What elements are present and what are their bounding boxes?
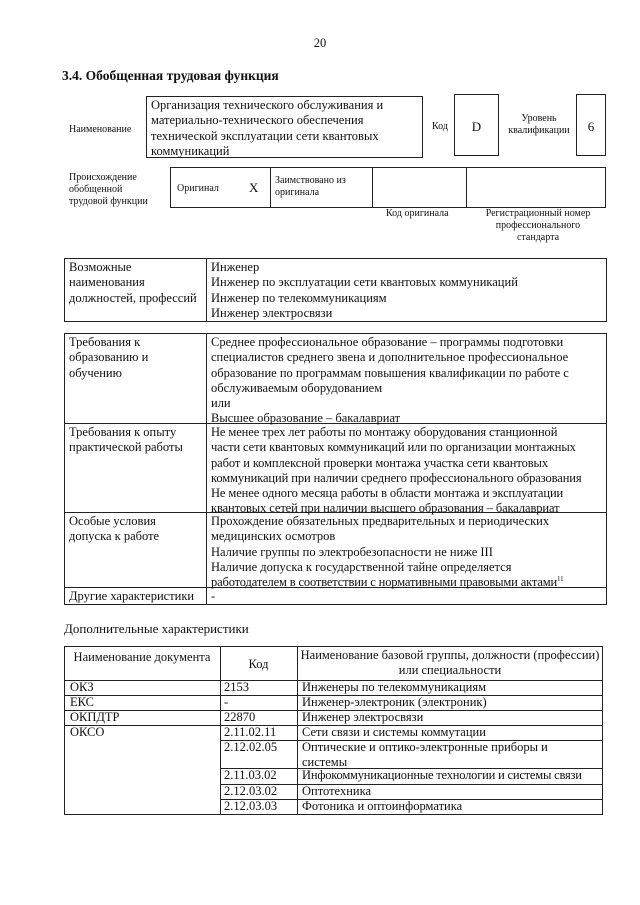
- row-code: 2.12.03.03: [224, 799, 278, 813]
- row-code: 2.11.02.11: [224, 725, 277, 739]
- section-title: 3.4. Обобщенная трудовая функция: [62, 68, 279, 83]
- education-line: обслуживаемым оборудованием: [211, 380, 383, 395]
- row-doc: ОКСО: [70, 725, 105, 739]
- education-line: Среднее профессиональное образование – программы подготовки: [211, 335, 564, 349]
- row-name: Инженер электросвязи: [302, 710, 424, 724]
- conditions-line: Наличие допуска к государственной тайне определяется: [211, 559, 512, 574]
- row-doc: ОКЗ: [70, 680, 94, 694]
- experience-line: коммуникаций при наличии среднего профессионального образования: [211, 470, 582, 485]
- conditions-line: работодателем в соответствии с нормативными правовыми актами: [211, 575, 558, 590]
- row-name: Инженер-электроник (электроник): [302, 695, 487, 709]
- level-value: 6: [587, 119, 595, 134]
- experience-text: [211, 425, 605, 517]
- education-line: специалистов среднего звена и дополнительное профессиональное: [211, 350, 569, 365]
- col-name-header: Наименование базовой группы, должности (профессии) или специальности: [300, 648, 600, 678]
- positions-label: Возможные наименования должностей, профессий: [69, 260, 197, 305]
- reg-number-caption: Регистрационный номер профессионального стандарта: [485, 208, 591, 243]
- name-label: Наименование: [69, 124, 132, 135]
- origin-label: Происхождение обобщенной трудовой функции: [69, 172, 148, 207]
- education-line: или: [211, 396, 231, 411]
- row-code: 22870: [224, 710, 256, 724]
- conditions-line: медицинских осмотров: [211, 529, 336, 544]
- origin-table: [170, 167, 606, 208]
- code-original-caption: Код оригинала: [386, 208, 449, 219]
- experience-line: части сети квантовых коммуникаций или по организации монтажных: [211, 440, 576, 455]
- experience-line: работ и комплексной проверки монтажа участка сети квантовых: [211, 455, 548, 470]
- row-doc: ЕКС: [70, 695, 94, 709]
- position-item: Инженер по телекоммуникациям: [211, 290, 387, 305]
- conditions-line-last: [211, 575, 605, 590]
- education-line: Высшее образование – бакалавриат: [211, 411, 401, 426]
- experience-line: Не менее трех лет работы по монтажу оборудования станционной: [211, 425, 558, 439]
- page-number: 20: [313, 36, 327, 50]
- code-box: [454, 94, 499, 156]
- row-name: Инфокоммуникационные технологии и системы связи: [302, 768, 582, 782]
- conditions-label: Особые условия допуска к работе: [69, 514, 160, 544]
- row-name: Инженеры по телекоммуникациям: [302, 680, 486, 694]
- borrowed-label: Заимствовано из оригинала: [275, 175, 346, 198]
- other-label: Другие характеристики: [69, 589, 195, 603]
- level-label: Уровень квалификации: [508, 113, 570, 136]
- name-value: Организация технического обслуживания и материально-технического обеспечения технической эксплуатации сети квантовых коммуникаций: [151, 98, 384, 158]
- name-value-box: [146, 96, 423, 158]
- conditions-text: [211, 514, 605, 590]
- education-line: образование по программам повышения квалификации по работе с: [211, 365, 569, 380]
- row-code: -: [224, 695, 229, 709]
- row-doc: ОКПДТР: [70, 710, 120, 724]
- original-label: Оригинал: [177, 183, 219, 194]
- row-code: 2.11.03.02: [224, 768, 277, 782]
- additional-title: Дополнительные характеристики: [64, 621, 249, 636]
- other-value: -: [211, 589, 216, 603]
- experience-line: Не менее одного месяца работы в области монтажа и эксплуатации: [211, 486, 564, 501]
- footnote-ref: 11: [557, 575, 564, 584]
- position-item: Инженер: [211, 260, 260, 274]
- row-name: Сети связи и системы коммутации: [302, 725, 486, 739]
- original-mark: X: [249, 180, 259, 195]
- row-code: 2.12.03.02: [224, 784, 278, 798]
- position-item: Инженер по эксплуатации сети квантовых коммуникаций: [211, 275, 518, 290]
- experience-line: квантовых сетей при наличии высшего образования – бакалавриат: [211, 501, 560, 516]
- education-label: Требования к образованию и обучению: [69, 335, 149, 380]
- education-text: [211, 335, 605, 427]
- row-code: 2153: [224, 680, 249, 694]
- conditions-line: Наличие группы по электробезопасности не ниже III: [211, 544, 493, 559]
- col-code-header: Код: [248, 657, 269, 671]
- level-box: [576, 94, 606, 156]
- row-code: 2.12.02.05: [224, 740, 278, 754]
- experience-label: Требования к опыту практической работы: [69, 425, 183, 455]
- position-item: Инженер электросвязи: [211, 305, 333, 320]
- row-name: Оптотехника: [302, 784, 372, 798]
- code-label: Код: [432, 121, 448, 132]
- positions-list: [211, 260, 603, 321]
- row-name: Фотоника и оптоинформатика: [302, 799, 463, 813]
- col-doc-header: Наименование документа: [73, 650, 211, 664]
- code-value: D: [471, 119, 482, 134]
- conditions-line: Прохождение обязательных предварительных и периодических: [211, 514, 550, 528]
- row-name: Оптические и оптико-электронные приборы и системы: [302, 740, 548, 770]
